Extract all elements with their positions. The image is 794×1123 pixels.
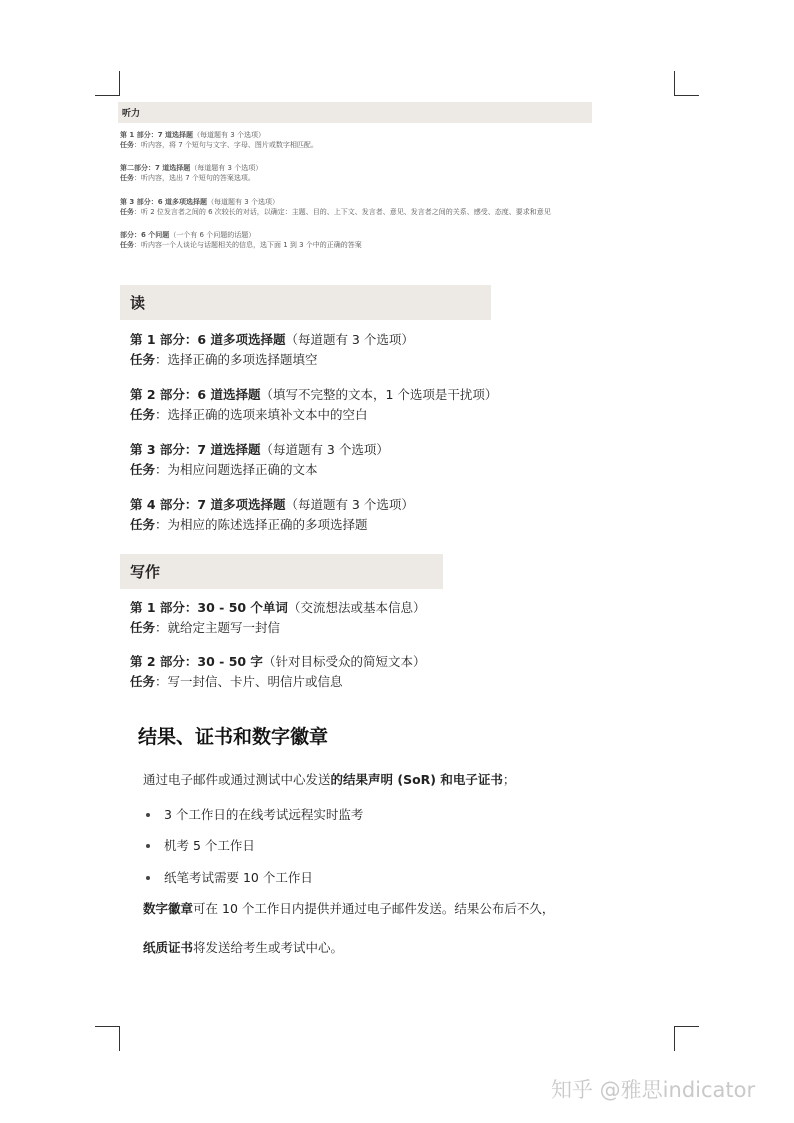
bullet-text: 3 个工作日的在线考试远程实时监考 <box>164 807 364 822</box>
part-title: 第 3 部分：7 道选择题 <box>130 442 261 457</box>
intro-suffix: ； <box>502 772 516 787</box>
results-bullet-3 <box>146 869 313 887</box>
part-note: （每道题有 3 个选项） <box>285 332 414 347</box>
listening-part-4 <box>120 230 362 250</box>
part-title: 第 2 部分：30 - 50 字 <box>130 654 263 669</box>
listening-part-2 <box>120 163 262 183</box>
results-intro <box>143 771 515 789</box>
part-note: （每道题有 3 个选项） <box>190 164 263 172</box>
part-title: 第 2 部分：6 道选择题 <box>130 387 261 402</box>
part-title: 第 3 部分：6 道多项选择题 <box>120 198 208 206</box>
bullet-dot-icon <box>146 813 150 817</box>
reading-part-1 <box>130 330 414 370</box>
reading-part-2 <box>130 385 497 425</box>
task-label: 任务 <box>130 462 156 477</box>
listening-part-1 <box>120 130 318 150</box>
part-note: （每道题有 3 个选项） <box>285 497 414 512</box>
task-text: ：听 2 位发言者之间的 6 次较长的对话，以确定：主题、目的、上下文、发言者、意见、发言者之间的关系、感受、态度、要求和意见 <box>134 208 551 216</box>
task-text: ：为相应的陈述选择正确的多项选择题 <box>155 517 368 532</box>
part-note: （针对目标受众的简短文本） <box>262 654 426 669</box>
bullet-dot-icon <box>146 844 150 848</box>
results-bullet-1 <box>146 806 363 824</box>
task-text: ：就给定主题写一封信 <box>155 620 281 635</box>
reading-heading-bar <box>120 285 491 320</box>
badge-bold: 数字徽章 <box>143 901 194 916</box>
reading-heading: 读 <box>130 294 146 312</box>
zhihu-watermark: 知乎 @雅思indicator <box>551 1078 756 1102</box>
bullet-dot-icon <box>146 876 150 880</box>
listening-heading: 听力 <box>122 109 141 119</box>
task-label: 任务 <box>130 620 156 635</box>
task-label: 任务 <box>130 517 156 532</box>
writing-part-2 <box>130 652 425 692</box>
part-note: （交流想法或基本信息） <box>287 600 426 615</box>
task-text: ：选择正确的多项选择题填空 <box>155 352 318 367</box>
bullet-text: 机考 5 个工作日 <box>164 838 255 853</box>
listening-part-3 <box>120 197 551 217</box>
paper-text: 将发送给考生或考试中心。 <box>193 940 344 955</box>
part-title: 第 1 部分：30 - 50 个单词 <box>130 600 288 615</box>
writing-heading: 写作 <box>130 563 161 581</box>
part-note: （填写不完整的文本，1 个选项是干扰项） <box>260 387 498 402</box>
paper-certificate-paragraph <box>143 939 343 957</box>
part-title: 第 1 部分：7 道选择题 <box>120 131 194 139</box>
part-note: （每道题有 3 个选项） <box>193 131 265 139</box>
writing-heading-bar <box>120 554 443 589</box>
task-label: 任务 <box>130 407 156 422</box>
reading-part-4 <box>130 495 414 535</box>
listening-heading-bar <box>118 102 592 123</box>
task-text: ：选择正确的选项来填补文本中的空白 <box>155 407 368 422</box>
writing-part-1 <box>130 598 425 638</box>
part-title: 第 1 部分：6 道多项选择题 <box>130 332 286 347</box>
task-label: 任务 <box>120 241 134 249</box>
task-text: ：听内容，选出 7 个短句的答案选项。 <box>134 174 255 182</box>
intro-bold: 的结果声明 (SoR) 和电子证书 <box>330 772 503 787</box>
task-label: 任务 <box>120 208 134 216</box>
part-note: （每道题有 3 个选项） <box>260 442 389 457</box>
task-label: 任务 <box>120 141 134 149</box>
task-label: 任务 <box>120 174 134 182</box>
part-note: （每道题有 3 个选项） <box>207 198 279 206</box>
part-note: （一个有 6 个问题的话题） <box>169 231 256 239</box>
part-title: 第 4 部分：7 道多项选择题 <box>130 497 286 512</box>
paper-bold: 纸质证书 <box>143 940 194 955</box>
task-label: 任务 <box>130 674 156 689</box>
part-title: 部分：6 个问题 <box>120 231 170 239</box>
bullet-text: 纸笔考试需要 10 个工作日 <box>164 870 313 885</box>
intro-prefix: 通过电子邮件或通过测试中心发送 <box>143 772 331 787</box>
task-text: ：为相应问题选择正确的文本 <box>155 462 318 477</box>
task-label: 任务 <box>130 352 156 367</box>
part-title: 第二部分：7 道选择题 <box>120 164 191 172</box>
results-bullet-2 <box>146 837 255 855</box>
task-text: ：听内容一个人谈论与话题相关的信息，选下面 1 到 3 个中的正确的答案 <box>134 241 362 249</box>
digital-badge-paragraph <box>143 900 554 918</box>
task-text: ：写一封信、卡片、明信片或信息 <box>155 674 343 689</box>
badge-text: 可在 10 个工作日内提供并通过电子邮件发送。结果公布后不久， <box>193 901 555 916</box>
results-title: 结果、证书和数字徽章 <box>138 726 329 748</box>
reading-part-3 <box>130 440 389 480</box>
task-text: ：听内容，将 7 个短句与文字、字母、图片或数字相匹配。 <box>134 141 318 149</box>
